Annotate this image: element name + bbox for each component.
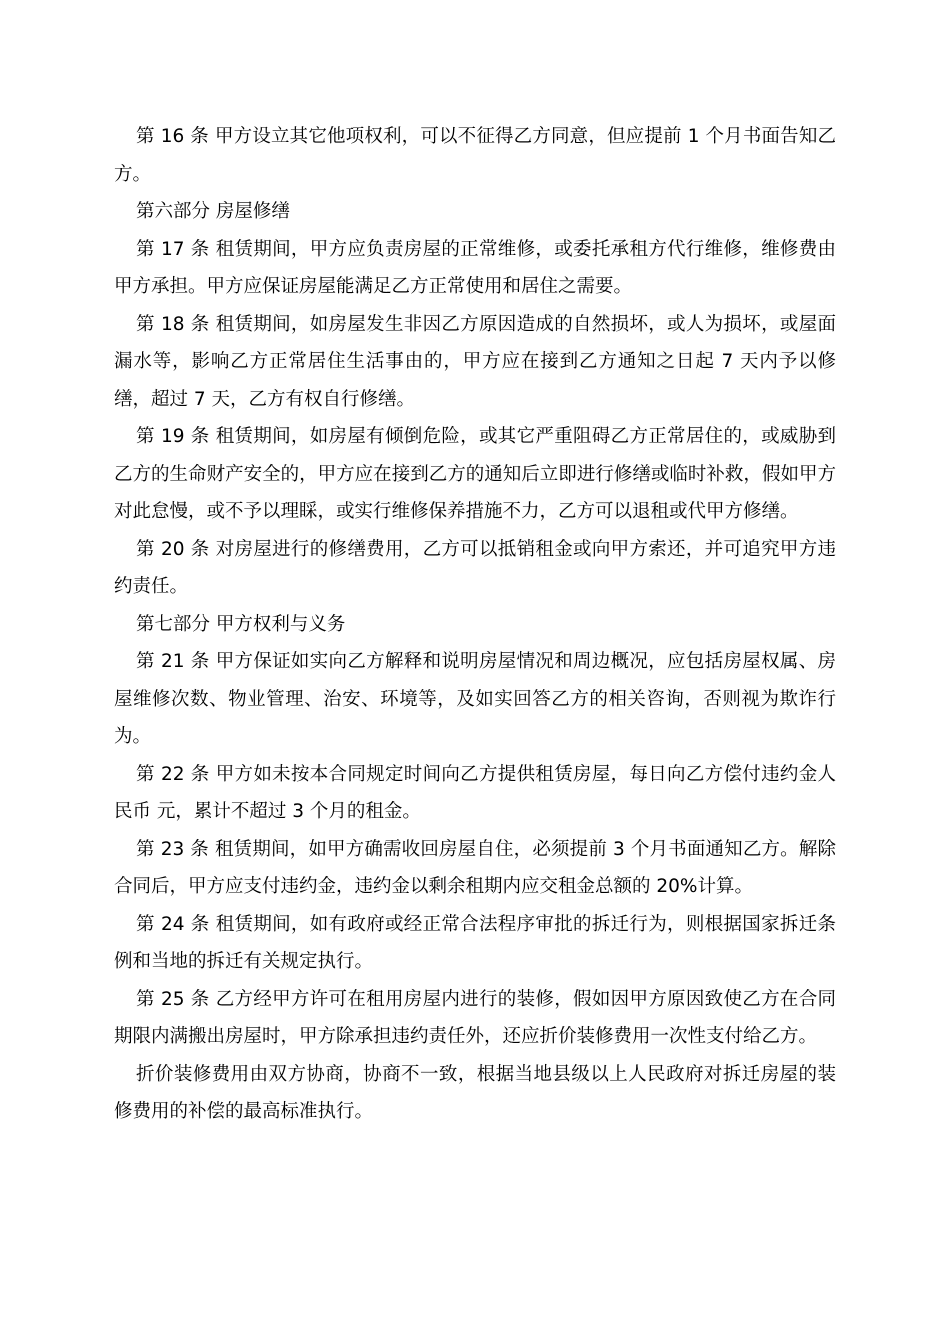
article-25-supplement: 折价装修费用由双方协商，协商不一致，根据当地县级以上人民政府对拆迁房屋的装修费用的补偿的最高标准执行。 xyxy=(114,1063,836,1122)
article-21: 第 21 条 甲方保证如实向乙方解释和说明房屋情况和周边概况，应包括房屋权属、房屋维修次数、物业管理、治安、环境等，及如实回答乙方的相关咨询，否则视为欺诈行为。 xyxy=(114,651,836,747)
section-6-heading: 第六部分 房屋修缮 xyxy=(136,201,290,222)
article-25: 第 25 条 乙方经甲方许可在租用房屋内进行的装修，假如因甲方原因致使乙方在合同期限内满搬出房屋时，甲方除承担违约责任外，还应折价装修费用一次性支付给乙方。 xyxy=(114,988,836,1047)
article-24: 第 24 条 租赁期间，如有政府或经正常合法程序审批的拆迁行为，则根据国家拆迁条例和当地的拆迁有关规定执行。 xyxy=(114,913,836,972)
article-16: 第 16 条 甲方设立其它他项权利，可以不征得乙方同意，但应提前 1 个月书面告知乙方。 xyxy=(114,126,836,185)
article-22: 第 22 条 甲方如未按本合同规定时间向乙方提供租赁房屋，每日向乙方偿付违约金人民币 元，累计不超过 3 个月的租金。 xyxy=(114,763,836,822)
article-17: 第 17 条 租赁期间，甲方应负责房屋的正常维修，或委托承租方代行维修，维修费由甲方承担。甲方应保证房屋能满足乙方正常使用和居住之需要。 xyxy=(114,238,836,297)
article-18: 第 18 条 租赁期间，如房屋发生非因乙方原因造成的自然损坏，或人为损坏，或屋面漏水等，影响乙方正常居住生活事由的，甲方应在接到乙方通知之日起 7 天内予以修缮，超过 7 天，乙方有权自行修缮。 xyxy=(114,313,836,410)
article-19: 第 19 条 租赁期间，如房屋有倾倒危险，或其它严重阻碍乙方正常居住的，或威胁到乙方的生命财产安全的，甲方应在接到乙方的通知后立即进行修缮或临时补救，假如甲方对此怠慢，或不予以理睬，或实行维修保养措施不力，乙方可以退租或代甲方修缮。 xyxy=(114,426,836,522)
article-23: 第 23 条 租赁期间，如甲方确需收回房屋自住，必须提前 3 个月书面通知乙方。解除合同后，甲方应支付违约金，违约金以剩余租期内应交租金总额的 20%计算。 xyxy=(114,838,836,897)
section-7-heading: 第七部分 甲方权利与义务 xyxy=(136,613,346,635)
document-body xyxy=(114,118,836,1131)
article-20: 第 20 条 对房屋进行的修缮费用，乙方可以抵销租金或向甲方索还，并可追究甲方违约责任。 xyxy=(114,538,836,597)
